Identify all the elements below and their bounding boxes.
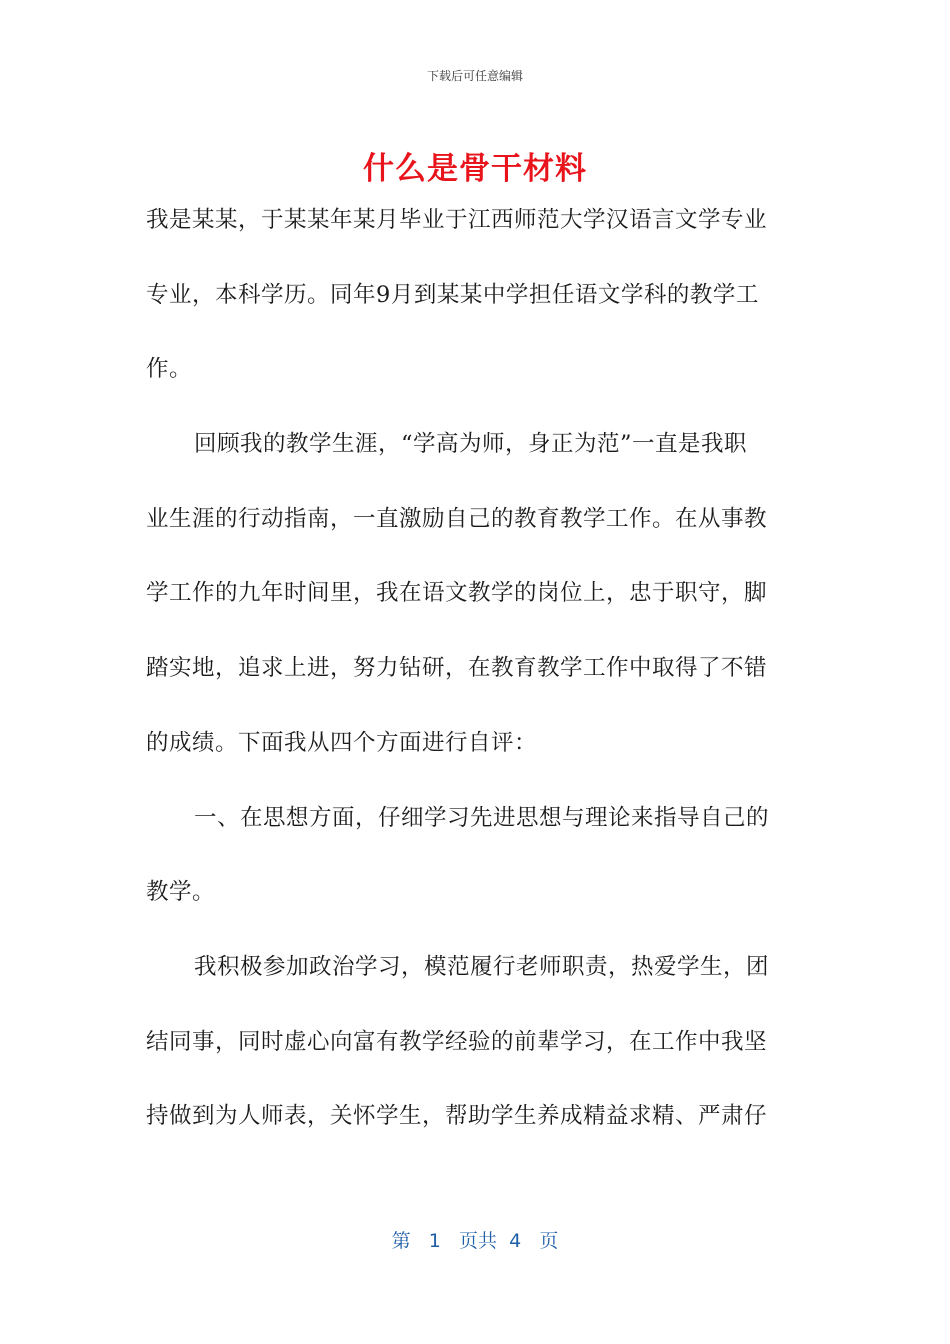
document-title: 什么是骨干材料 (363, 151, 587, 187)
header-note: 下载后可任意编辑 (426, 69, 523, 83)
page-label-middle: 页共 (459, 1230, 498, 1252)
body-line: 踏实地，追求上进，努力钻研，在教育教学工作中取得了不错 (146, 655, 768, 682)
body-line: 的成绩。下面我从四个方面进行自评： (146, 729, 538, 756)
body-line: 业生涯的行动指南，一直激励自己的教育教学工作。在从事教 (146, 505, 768, 532)
body-line: 作。 (146, 356, 193, 383)
body-line: 一、在思想方面，仔细学习先进思想与理论来指导自己的 (194, 804, 770, 831)
body-line: 我积极参加政治学习，模范履行老师职责，热爱学生，团 (194, 953, 770, 980)
body-line: 教学。 (146, 879, 216, 906)
body-line: 学工作的九年时间里，我在语文教学的岗位上，忠于职守，脚 (146, 580, 768, 607)
body-line: 我是某某，于某某年某月毕业于江西师范大学汉语言文学专业 (146, 207, 768, 233)
page-label-suffix: 页 (539, 1230, 559, 1252)
body-line: 结同事，同时虚心向富有教学经验的前辈学习，在工作中我坚 (146, 1028, 768, 1055)
page-label-prefix: 第 (391, 1230, 411, 1252)
body-line: 持做到为人师表，关怀学生，帮助学生养成精益求精、严肃仔 (146, 1103, 768, 1130)
current-page-number: 1 (428, 1230, 441, 1252)
total-pages-number: 4 (509, 1230, 522, 1252)
body-line: 专业，本科学历。同年9月到某某中学担任语文学科的教学工 (146, 281, 759, 308)
document-body (146, 202, 794, 1173)
body-line: 回顾我的教学生涯，“学高为师，身正为范”一直是我职 (194, 431, 748, 458)
page-footer (0, 1226, 950, 1253)
